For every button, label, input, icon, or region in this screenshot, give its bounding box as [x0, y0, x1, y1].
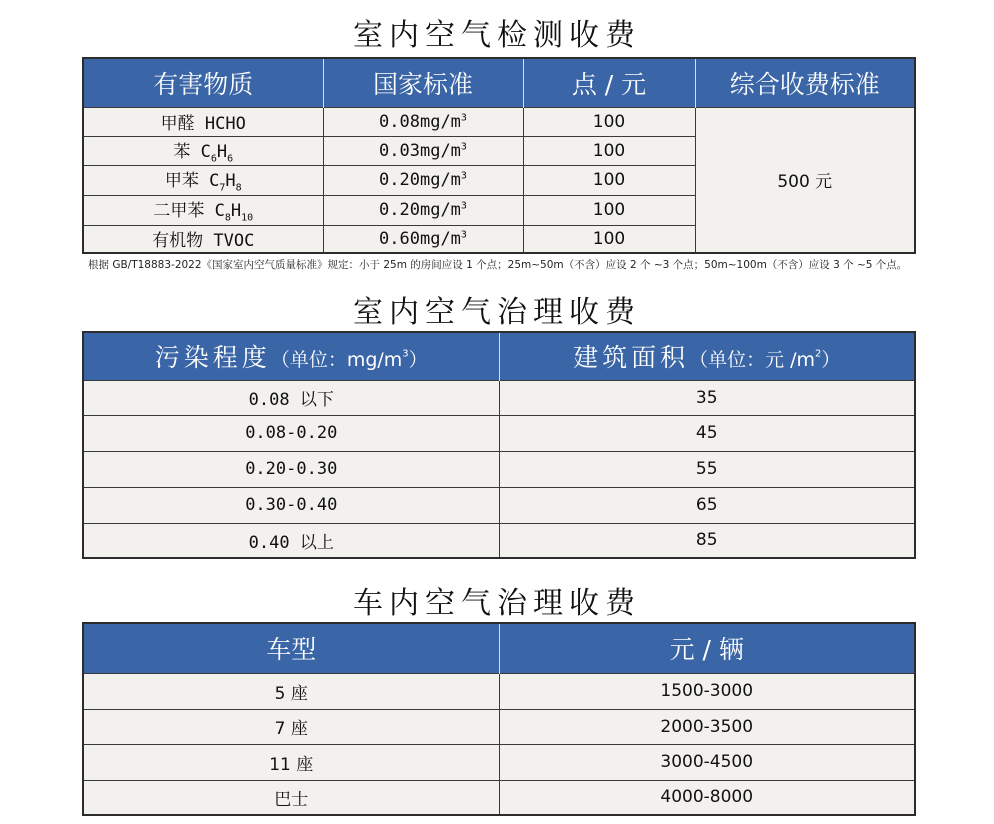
price-cell: 3000-4500: [499, 744, 915, 780]
price-cell: 100: [523, 195, 695, 225]
table-row: [83, 744, 915, 780]
treatment-table: [82, 331, 916, 559]
standard-cell: $0.60mg/m^3$: [323, 225, 523, 253]
table-row: [83, 451, 915, 487]
table-row: [83, 380, 915, 415]
table-row: [83, 709, 915, 744]
level-cell: 0.08 以下: [83, 380, 499, 415]
header-substance: 有害物质: [83, 58, 323, 107]
substance-cell: 甲苯 $C_7H_8$: [83, 165, 323, 195]
header-total-standard: 综合收费标准: [695, 58, 915, 107]
level-cell: 0.08-0.20: [83, 415, 499, 451]
car-type-cell: 11 座: [83, 744, 499, 780]
price-cell: 100: [523, 136, 695, 165]
price-cell: 1500-3000: [499, 673, 915, 709]
header-price-per-car: 元 / 辆: [499, 623, 915, 673]
table-row: [83, 415, 915, 451]
table-row: [83, 523, 915, 558]
substance-cell: 苯 $C_6H_6$: [83, 136, 323, 165]
price-cell: 100: [523, 225, 695, 253]
header-national-standard: 国家标准: [323, 58, 523, 107]
level-cell: 0.30-0.40: [83, 487, 499, 523]
substance-cell: 二甲苯 $C_8H_{10}$: [83, 195, 323, 225]
substance-cell: 有机物 TVOC: [83, 225, 323, 253]
price-cell: 65: [499, 487, 915, 523]
standard-cell: $0.20mg/m^3$: [323, 195, 523, 225]
price-cell: 35: [499, 380, 915, 415]
level-cell: 0.20-0.30: [83, 451, 499, 487]
detection-header-row: [83, 58, 915, 107]
table-row: [83, 487, 915, 523]
price-cell: 45: [499, 415, 915, 451]
detection-title: 室内空气检测收费: [353, 18, 641, 53]
car-title: 车内空气治理收费: [353, 586, 641, 621]
standard-cell: $0.08mg/m^3$: [323, 107, 523, 136]
header-car-type: 车型: [83, 623, 499, 673]
detection-table: [82, 57, 916, 254]
standard-cell: $0.03mg/m^3$: [323, 136, 523, 165]
car-header-row: [83, 623, 915, 673]
substance-cell: 甲醛 HCHO: [83, 107, 323, 136]
price-cell: 85: [499, 523, 915, 558]
header-price-per-point: 点 / 元: [523, 58, 695, 107]
car-type-cell: 7 座: [83, 709, 499, 744]
treatment-title: 室内空气治理收费: [353, 295, 641, 330]
standard-cell: $0.20mg/m^3$: [323, 165, 523, 195]
level-cell: 0.40 以上: [83, 523, 499, 558]
price-cell: 2000-3500: [499, 709, 915, 744]
car-type-cell: 5 座: [83, 673, 499, 709]
table-row: [83, 107, 915, 136]
total-cell: 500 元: [695, 107, 915, 253]
header-pollution-level: 污染程度（单位：$mg/m^3$）: [83, 332, 499, 380]
table-row: [83, 673, 915, 709]
car-type-cell: 巴士: [83, 780, 499, 815]
header-building-area: 建筑面积（单位：元 $/m^2$）: [499, 332, 915, 380]
treatment-header-row: [83, 332, 915, 380]
price-cell: 100: [523, 165, 695, 195]
detection-footnote: 根据 GB/T18883-2022《国家室内空气质量标准》规定：小于 25m 的房间应设 1 个点；25m~50m（不含）应设 2 个 ~3 个点；50m~100m（不含）应设 3 个 ~5 个点。: [88, 259, 908, 271]
price-cell: 4000-8000: [499, 780, 915, 815]
table-row: [83, 780, 915, 815]
car-table: [82, 622, 916, 816]
price-cell: 100: [523, 107, 695, 136]
price-cell: 55: [499, 451, 915, 487]
